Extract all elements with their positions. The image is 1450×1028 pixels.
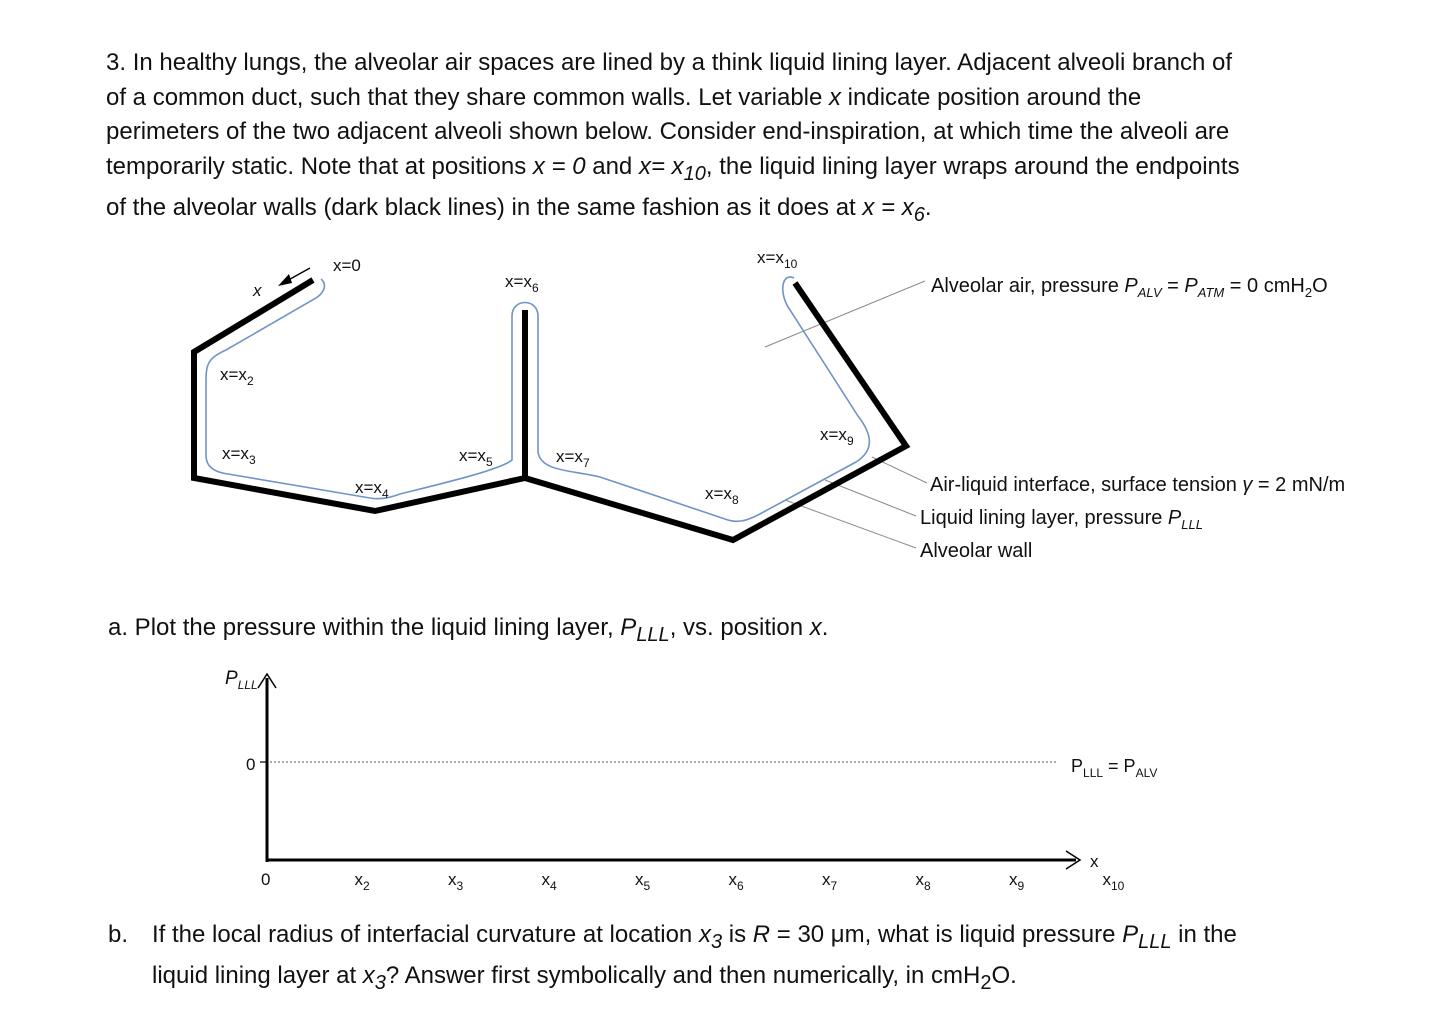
problem-line-2: of a common duct, such that they share common walls. Let variable x indicate position around the — [106, 83, 1142, 111]
y-zero-label: 0 — [246, 755, 256, 774]
x-axis-label: x — [1090, 852, 1099, 871]
alveolar-walls — [194, 280, 906, 540]
callout-wall: Alveolar wall — [920, 540, 1033, 562]
arrowhead-icon — [278, 274, 292, 286]
x-tick-label: $x_9$ — [1009, 870, 1025, 893]
problem-line-5: of the alveolar walls (dark black lines) in the same fashion as it does at $x = x_6$. — [106, 193, 932, 226]
leader-alveolar-air — [765, 281, 925, 347]
label-x0: x=0 — [333, 256, 361, 275]
part-a-prompt: a. Plot the pressure within the liquid lining layer, $P_{LLL}$, vs. position x. — [108, 614, 829, 646]
part-b-prompt — [108, 918, 1408, 1000]
x-tick-label: 0 — [261, 870, 271, 889]
problem-line-3: perimeters of the two adjacent alveoli shown below. Consider end-inspiration, at which time the alveoli are — [106, 118, 1230, 145]
problem-number: 3. — [106, 49, 127, 76]
x-tick-labels — [261, 870, 1125, 893]
label-x8: $x=x_8$ — [705, 484, 739, 507]
part-b-line-2: liquid lining layer at $x_3$? Answer first symbolically and then numerically, in cmH$_2$O. — [152, 961, 1017, 994]
label-x7: $x=x_7$ — [556, 447, 590, 470]
x-tick-label: $x_4$ — [541, 870, 557, 893]
x-tick-label: $x_5$ — [635, 870, 651, 893]
callout-alveolar-air: Alveolar air, pressure $P_{ALV} = P_{ATM} = 0$ cmH$_2$O — [931, 275, 1328, 300]
x-tick-label: $x_{10}$ — [1102, 870, 1125, 893]
callout-interface: Air-liquid interface, surface tension γ = 2 mN/m — [930, 474, 1346, 496]
label-x5: $x=x_5$ — [459, 446, 493, 469]
label-x9: $x=x_9$ — [820, 425, 854, 448]
problem-line-4: temporarily static. Note that at positions x = 0 and $x= x_{10}$, the liquid lining layer wraps around the endpoints — [106, 152, 1240, 185]
position-labels — [220, 248, 854, 507]
x-tick-label: $x_3$ — [448, 870, 464, 893]
plot-axes — [225, 668, 1157, 871]
part-b-line-1: b. If the local radius of interfacial curvature at location $x_3$ is R = 30 μm, what is liquid pressure $P_{LLL}$ in the — [108, 921, 1237, 953]
callout-texts — [920, 275, 1345, 562]
x-tick-label: $x_2$ — [354, 870, 370, 893]
label-x6: $x=x_6$ — [505, 272, 539, 295]
x-tick-label: $x_7$ — [822, 870, 838, 893]
x-tick-label: $x_6$ — [728, 870, 744, 893]
y-axis-label: $P_{LLL}$ — [225, 668, 258, 692]
reference-label: $P_{LLL} = P_{ALV}$ — [1071, 756, 1158, 780]
callout-lining: Liquid lining layer, pressure $P_{LLL}$ — [920, 507, 1203, 532]
x-arrow-label: x — [253, 281, 262, 300]
x-tick-label: $x_8$ — [915, 870, 931, 893]
label-x10: $x=x_{10}$ — [757, 248, 798, 271]
label-x2: $x=x_2$ — [220, 365, 254, 388]
label-x4: $x=x_4$ — [355, 478, 389, 501]
problem-line-1: 3. In healthy lungs, the alveolar air spaces are lined by a think liquid lining layer. Adjacent alveoli branch of — [106, 49, 1233, 76]
leader-wall — [785, 500, 916, 548]
label-x3: $x=x_3$ — [222, 444, 256, 467]
